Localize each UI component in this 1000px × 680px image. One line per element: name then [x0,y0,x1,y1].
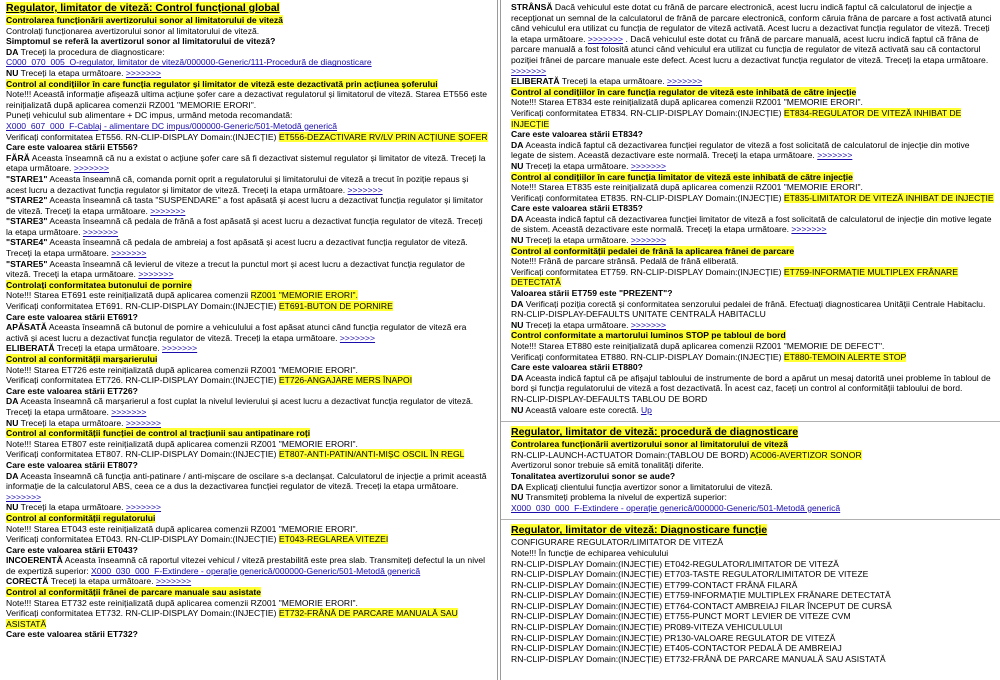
next-step-link[interactable]: >>>>>>> [82,226,119,237]
paragraph-text: RN-CLIP-DISPLAY-DEFAULTS TABLOU DE BORD [511,393,708,404]
next-step-link[interactable]: >>>>>>> [511,65,547,76]
next-step-link[interactable]: >>>>>>> [111,406,147,417]
paragraph [511,654,995,665]
paragraph-text: Explicați clientului funcția avertizor sonor a limitatorului de viteză. [523,481,773,492]
paragraph-text: Treceți la etapa următoare. [54,343,163,354]
document-link-row [6,121,491,132]
answer-keyword: "STARE1" [6,173,48,184]
subsection-heading [511,87,995,98]
subsection-heading-text: Control al conformității funcției de control al tracțiunii sau antipatinare roți [6,428,311,439]
paragraph [6,132,491,143]
paragraph [6,290,491,301]
right-top-content [511,2,995,415]
answer-keyword: NU [6,502,19,513]
paragraph [6,322,491,343]
answer-keyword: "STARE3" [6,216,48,227]
paragraph-text: Aceasta înseamnă că levierul de viteze a trecut la punctul mort și acest lucru a dezactivat funcția regulator de viteză. Treceți la etapa următoare. [6,258,465,280]
paragraph-text: Note!!! Starea ET726 este reinițializată după aplicarea comenzii RZ001 "MEMORIE ERORI". [6,364,358,375]
procedure-link[interactable]: X000_607_000_F-Cablaj - alimentare DC impus/000000-Generic/501-Metodă generică [6,120,338,131]
paragraph [511,309,995,320]
paragraph-text: Aceasta înseamnă că, comanda pornit oprit a regulatorului și limitatorului de viteză a trecut în poziție repaus și acest lucru a dezactivat funcția regulator și limitator de viteză. Treceți la etapa următoare. [6,173,469,195]
answer-keyword: ELIBERATĂ [6,343,55,354]
paragraph-text: Treceți la etapa următoare. [523,235,631,246]
next-step-link[interactable]: >>>>>>> [111,248,147,259]
paragraph-text: Puneți vehiculul sub alimentare + DC impus, urmând metoda recomandată: [6,110,293,121]
paragraph-text: RN-CLIP-DISPLAY Domain:(INJECȚIE) PR130-VALOARE REGULATOR DE VITEZĂ [511,632,836,643]
next-step-link[interactable]: >>>>>>> [630,319,667,330]
paragraph-text: Note!!! Starea ET691 este reinițializată după aplicarea comenzii [6,290,251,301]
question-text: Care este valoarea stării ET556? [6,142,138,153]
paragraph [511,97,995,108]
answer-keyword: CORECTĂ [6,576,49,587]
paragraph-text: Verificați conformitatea ET043. RN-CLIP-DISPLAY Domain:(INJECȚIE) [6,534,279,545]
paragraph [511,548,995,559]
paragraph-text: Aceasta indică faptul că pe afișajul tabloului de instrumente de bord a apărut un mesaj datorită unei probleme în tabloul de bord și funcția regulatorului de viteză a fost dezactivată. În acest caz, faceți un control al conformității tabloului de bord. [511,372,991,394]
section-divider-2 [501,519,1000,520]
paragraph [511,341,995,352]
next-step-link[interactable]: >>>>>>> [125,502,162,513]
paragraph [6,375,491,386]
subsection-heading [6,513,491,524]
subsection-heading-text: Control al conformității regulatorului [6,512,156,523]
paragraph [511,622,995,633]
paragraph-text: Verificați poziția corectă și conformitatea senzorului pedalei de frână. Efectuați diagnosticarea Unității Centrale Habitaclu. [523,298,986,309]
subsection-heading [6,587,491,598]
paragraph-text: Aceasta înseamnă că funcția anti-patinare / anti-mișcare de oscilare s-a declanșat. Calculatorul de injecție a primit această informație de la calculatorul ABS, ceea ce a dus la dezactivarea funcției regulator de viteză. Treceți la etapa următoare. [6,470,487,492]
highlighted-parameter: AC006-AVERTIZOR SONOR [750,449,862,460]
highlighted-parameter: ET726-ANGAJARE MERS ÎNAPOI [278,375,413,386]
answer-keyword: FĂRĂ [6,152,30,163]
paragraph [6,365,491,376]
paragraph-text: Această valoare este corectă. [523,404,641,415]
answer-keyword: ELIBERATĂ [511,76,560,87]
paragraph-text: Note!!! Starea ET732 este reinițializată după aplicarea comenzii RZ001 "MEMORIE ERORI". [6,597,358,608]
paragraph [511,460,995,471]
paragraph-text: Avertizorul sonor trebuie să emită tonalități diferite. [511,460,704,471]
paragraph [6,216,491,237]
paragraph [6,26,491,37]
subsection-heading-text: Control al condițiilor în care funcția regulator de viteză este inhibată de către injecție [511,86,857,97]
paragraph [6,534,491,545]
paragraph [511,76,995,87]
subsection-heading-text: Control al condițiilor în care funcția regulator și limitator de viteză este dezactivată prin acțiunea șoferului [6,78,438,89]
paragraph-text: Verificați conformitatea ET556. RN-CLIP-DISPLAY Domain:(INJECȚIE) [6,131,279,142]
next-step-link[interactable]: >>>>>>> [162,343,198,354]
next-step-link[interactable]: >>>>>>> [125,67,162,78]
subsection-heading [6,428,491,439]
answer-keyword: "STARE4" [6,237,48,248]
question-text: Care este valoarea stării ET835? [511,203,643,214]
paragraph-text: Transmiteți problema la nivelul de expertiză superior: [523,492,727,503]
answer-keyword: STRÂNSĂ [511,2,553,12]
procedure-link[interactable]: X000_030_000_F-Extindere - operație generică/000000-Generic/501-Metodă generică [511,502,841,513]
paragraph-text: Note!!! Această informație afișează ultima acțiune șofer care a dezactivat regulatorul și limitatorul de viteză. Starea ET556 este reinițializată după aplicarea comenzii RZ001 "MEMORIE ERORI". [6,89,488,110]
paragraph [511,611,995,622]
subsection-heading-text: Controlarea funcționării avertizorului sonor al limitatorului de viteză [6,15,283,25]
question-text: Care este valoarea stării ET043? [6,544,138,555]
paragraph [511,450,995,461]
paragraph-text: RN-CLIP-DISPLAY Domain:(INJECȚIE) ET732-FRÂNĂ DE PARCARE MANUALĂ SAU ASISTATĂ [511,653,886,664]
next-step-link[interactable]: >>>>>>> [6,491,42,502]
right-mid-content [511,439,995,513]
paragraph [511,299,995,310]
paragraph [511,405,995,416]
answer-keyword: NU [6,417,19,428]
answer-keyword: DA [511,298,524,309]
section-title-control-functional: Regulator, limitator de viteză: Control funcțional global [6,2,280,14]
highlighted-parameter: ET834-REGULATOR DE VITEZĂ INHIBAT DE INJECȚIE [511,107,962,129]
paragraph [511,559,995,570]
highlighted-parameter: ET732-FRÂNĂ DE PARCARE MANUALĂ SAU ASISTATĂ [6,608,458,629]
paragraph [511,352,995,363]
document-link-row [511,503,995,514]
paragraph-text: Aceasta înseamnă că pedala de ambreiaj a fost apăsată și acest lucru a dezactivat funcția regulator de viteză. Treceți la etapa următoare. [6,237,468,259]
next-step-link[interactable]: >>>>>>> [791,224,827,235]
question-text: Care este valoarea stării ET726? [6,385,138,396]
paragraph [6,524,491,535]
answer-keyword: APĂSATĂ [6,322,47,333]
question-text: Care este valoarea stării ET691? [6,311,138,322]
paragraph [6,396,491,417]
paragraph-text: RN-CLIP-DISPLAY Domain:(INJECȚIE) ET755-PUNCT MORT LEVIER DE VITEZE CVM [511,611,851,622]
paragraph-text: Note!!! Frână de parcare strânsă. Pedală de frână eliberată. [511,256,739,267]
paragraph-text: Aceasta înseamnă că marșarierul a fost cuplat la nivelul levierului și acest lucru a dezactivat funcția regulator de viteză. Treceți la etapa următoare. [6,396,474,417]
next-step-link[interactable]: >>>>>>> [73,163,109,174]
paragraph [6,555,491,576]
paragraph [511,590,995,601]
paragraph [511,633,995,644]
next-step-link[interactable]: >>>>>>> [630,160,667,171]
paragraph [6,174,491,195]
subsection-heading-text: Control al conformității pedalei de frână la aplicarea frânei de parcare [511,245,795,256]
next-step-link[interactable]: X000_030_000_F-Extindere - operație generică/000000-Generic/501-Metodă generică [91,565,421,576]
answer-keyword: NU [511,235,524,246]
paragraph [6,598,491,609]
subsection-heading-text: Control conformitate a martorului luminos STOP pe tabloul de bord [511,330,786,341]
subsection-heading [6,354,491,365]
paragraph-text: RN-CLIP-DISPLAY Domain:(INJECȚIE) ET799-CONTACT FRÂNĂ FILARĂ [511,579,798,590]
paragraph-text: Note!!! Starea ET880 este reinițializată după aplicarea comenzii RZ001 "MEMORIE DE DEFECT". [511,341,885,351]
answer-keyword: NU [511,319,524,330]
paragraph [511,267,995,288]
next-step-link[interactable]: >>>>>>> [138,269,174,280]
highlighted-parameter: ET556-DEZACTIVARE RV/LV PRIN ACȚIUNE ȘOFER [278,131,488,142]
answer-keyword: "STARE5" [6,258,48,269]
paragraph [6,89,491,110]
answer-keyword: NU [511,492,524,503]
paragraph [6,608,491,629]
highlighted-parameter: ET807-ANTI-PATIN/ANTI-MIȘC OSCIL ÎN REGL [278,449,465,460]
paragraph [6,237,491,258]
answer-keyword: NU [6,67,19,78]
answer-keyword: DA [511,139,524,150]
paragraph [511,161,995,172]
question-text: Tonalitatea avertizorului sonor se aude? [511,470,676,481]
next-step-link[interactable]: >>>>>>> [667,76,703,87]
highlighted-parameter: ET691-BUTON DE PORNIRE [278,301,393,312]
paragraph-text: Aceasta înseamnă că pedala de frână a fost apăsată și acest lucru a dezactivat funcția regulator de viteză. Treceți la etapa următoare. [6,216,483,237]
paragraph [511,537,995,548]
highlighted-parameter: ET759-INFORMAȚIE MULTIPLEX FRÂNARE DETECTATĂ [511,266,958,288]
paragraph [511,643,995,654]
paragraph-text: Treceți la etapa următoare. [523,319,631,330]
next-step-link[interactable]: >>>>>>> [155,576,192,587]
section-title-diagnostic-procedure: Regulator, limitator de viteză: procedură de diagnosticare [511,426,799,439]
paragraph-text: Verificați conformitatea ET726. RN-CLIP-DISPLAY Domain:(INJECȚIE) [6,375,279,386]
paragraph-text: Verificați conformitatea ET880. RN-CLIP-DISPLAY Domain:(INJECȚIE) [511,351,784,362]
paragraph [6,153,491,174]
subsection-heading [511,246,995,257]
subsection-heading [6,15,491,26]
section-divider [501,421,1000,422]
question-text: Care este valoarea stării ET807? [6,459,138,470]
paragraph-text: Aceasta înseamnă că tasta "SUSPENDARE" a fost apăsată și acest lucru a dezactivat funcția regulator și limitator de viteză. Treceți la etapa următoare. [6,195,483,216]
next-step-link[interactable]: >>>>>>> [125,417,162,428]
paragraph [511,482,995,493]
paragraph-text: Note!!! În funcție de echiparea vehiculului [511,547,669,558]
subsection-heading-text: Control al conformității marșarierului [6,354,158,364]
paragraph-text: RN-CLIP-DISPLAY Domain:(INJECȚIE) ET405-CONTACTOR PEDALĂ DE AMBREIAJ [511,643,842,654]
answer-keyword: DA [511,481,524,492]
highlighted-parameter: ET043-REGLAREA VITEZEI [278,534,389,545]
paragraph-text: RN-CLIP-DISPLAY Domain:(INJECȚIE) ET042-REGULATOR/LIMITATOR DE VITEZĂ [511,558,839,569]
paragraph [6,439,491,450]
answer-keyword: DA [6,470,19,481]
subsection-heading [6,79,491,90]
paragraph-text: Dacă vehiculul este dotat cu frână de parcare electronică, acest lucru indică faptul că calculatorul de injecție a recepționat un semnal de la calculatorul de frână de parcare electronică, conform căruia frâna de parcare a fost activată atunci când vehiculul era utilizat cu funcția de regulator de viteză activată. Acest lucru a dezactivat funcția regulator de viteză. Treceți la etapa următoare. [511,2,992,44]
paragraph [511,492,995,503]
paragraph-text: Aceasta înseamnă că nu a existat o acțiune șofer care să fi dezactivat sistemul regulator și limitator de viteză. Treceți la etapa următoare. [6,152,486,174]
paragraph-text: Treceți la etapa următoare. [18,502,126,513]
paragraph-text: Note!!! Starea ET807 este reinițializată după aplicarea comenzii RZ001 "MEMORIE ERORI". [6,438,358,449]
paragraph [6,502,491,513]
answer-keyword: "STARE2" [6,195,48,206]
paragraph [6,576,491,587]
paragraph [6,301,491,312]
question-text: Care este valoarea stării ET834? [511,129,643,140]
subsection-heading [511,330,995,341]
right-bot-content [511,537,995,664]
section-title-function-diagnosis: Regulator, limitator de viteză: Diagnosticare funcție [511,524,768,537]
paragraph-text: CONFIGURARE REGULATOR/LIMITATOR DE VITEZĂ [511,537,724,548]
subsection-heading [511,172,995,183]
answer-keyword: DA [6,46,19,57]
paragraph [511,108,995,129]
subsection-heading [6,280,491,291]
left-column [0,0,498,680]
paragraph-text: RN-CLIP-LAUNCH-ACTUATOR Domain:(TABLOU DE BORD) [511,449,751,460]
document-link-row [6,57,491,68]
paragraph-text: Aceasta indică faptul că dezactivarea funcției limitator de viteză a fost solicitată de calculatorul de injecție din motive legate de sistem. Această dezactivare este normală. Treceți la etapa următoare. [511,213,992,235]
paragraph-text: Note!!! Starea ET043 este reinițializată după aplicarea comenzii RZ001 "MEMORIE ERORI". [6,523,358,534]
answer-keyword: NU [511,160,524,171]
question-text: Valoarea stării ET759 este "PREZENT"? [511,288,673,299]
highlighted-parameter: ET835-LIMITATOR DE VITEZĂ INHIBAT DE INJECȚIE [783,192,994,203]
paragraph-text: Verificați conformitatea ET835. RN-CLIP-DISPLAY Domain:(INJECȚIE) [511,192,784,203]
paragraph-text: Treceți la etapa următoare. [523,160,631,171]
question-text: Care este valoarea stării ET732? [6,629,138,640]
paragraph-text: Verificați conformitatea ET834. RN-CLIP-DISPLAY Domain:(INJECȚIE) [511,107,784,118]
paragraph [511,2,995,76]
paragraph-text: Treceți la etapa următoare. [18,67,126,78]
paragraph [6,471,491,503]
paragraph-text: Controlați funcționarea avertizorului sonor al limitatorului de viteză. [6,25,260,36]
subsection-heading-text: Control al conformității frânei de parcare manuale sau asistate [6,587,262,598]
paragraph-text: Treceți la etapa următoare. [559,76,668,87]
paragraph [511,256,995,267]
paragraph [511,320,995,331]
paragraph-text: Note!!! Starea ET834 este reinițializată după aplicarea comenzii RZ001 "MEMORIE ERORI". [511,97,863,108]
paragraph-text: Verificați conformitatea ET732. RN-CLIP-DISPLAY Domain:(INJECȚIE) [6,608,279,619]
highlighted-parameter: RZ001 "MEMORIE ERORI". [250,290,358,301]
highlighted-parameter: ET880-TEMOIN ALERTE STOP [783,351,907,362]
answer-keyword: INCOERENTĂ [6,555,63,566]
subsection-heading-text: Controlați conformitatea butonului de pornire [6,279,192,290]
paragraph [6,449,491,460]
paragraph-text: Aceasta indică faptul că dezactivarea funcției regulator de viteză a fost solicitată de calculatorul de injecție din motive legate de sistem. Această dezactivare este normală. Treceți la etapa următoare. [511,139,970,161]
paragraph [511,373,995,394]
paragraph [6,343,491,354]
paragraph [511,182,995,193]
next-step-link[interactable]: >>>>>>> [150,205,186,216]
left-content [6,15,491,640]
paragraph-text: Verificați conformitatea ET691. RN-CLIP-DISPLAY Domain:(INJECȚIE) [6,301,279,312]
paragraph-text: RN-CLIP-DISPLAY Domain:(INJECȚIE) ET703-TASTE REGULATOR/LIMITATOR DE VITEZE [511,569,869,580]
answer-keyword: NU [511,404,524,415]
paragraph-text: Treceți la etapa următoare. [18,417,126,428]
right-column [500,0,1000,680]
up-link[interactable]: Up [640,404,652,415]
question-text: Care este valoarea stării ET880? [511,362,643,373]
answer-keyword: DA [6,396,19,407]
paragraph-text: Aceasta înseamnă că raportul vitezei vehicul / viteză prestabilită este prea slab. Transmiteți defectul la un nivel de expertiză superior: [6,555,486,576]
paragraph [6,418,491,429]
paragraph [511,394,995,405]
next-step-link[interactable]: >>>>>>> [587,33,624,44]
paragraph [511,193,995,204]
answer-keyword: DA [511,372,524,383]
procedure-link[interactable]: C000_070_005_O-regulator, limitator de viteză/000000-Generic/111-Procedură de diagnosticare [6,57,372,68]
paragraph-text: Verificați conformitatea ET807. RN-CLIP-DISPLAY Domain:(INJECȚIE) [6,449,279,460]
paragraph [6,68,491,79]
paragraph [511,235,995,246]
paragraph [6,47,491,58]
paragraph [511,580,995,591]
paragraph [6,195,491,216]
paragraph-text: RN-CLIP-DISPLAY-DEFAULTS UNITATE CENTRALĂ HABITACLU [511,309,766,320]
next-step-link[interactable]: >>>>>>> [347,184,383,195]
next-step-link[interactable]: >>>>>>> [630,235,667,246]
subsection-heading-text: Control al condițiilor în care funcția limitator de viteză este inhibată de către injecție [511,171,853,182]
answer-keyword: DA [511,213,524,224]
subsection-heading [511,439,995,450]
paragraph [511,601,995,612]
paragraph [6,259,491,280]
paragraph-text: RN-CLIP-DISPLAY Domain:(INJECȚIE) ET759-INFORMAȚIE MULTIPLEX FRÂNARE DETECTATĂ [511,590,891,601]
paragraph-text: Note!!! Starea ET835 este reinițializată după aplicarea comenzii RZ001 "MEMORIE ERORI". [511,182,863,193]
paragraph [511,214,995,235]
next-step-link[interactable]: >>>>>>> [817,150,853,161]
paragraph-text: Aceasta înseamnă că butonul de pornire a vehiculului a fost apăsat atunci când funcția regulator de viteză era activă și acest lucru a dezactivat funcția regulator de viteză. Treceți la etapa următoare. [6,322,467,343]
paragraph [511,140,995,161]
paragraph-text: Treceți la etapa următoare. [48,576,156,587]
paragraph [6,110,491,121]
next-step-link[interactable]: >>>>>>> [339,332,376,343]
paragraph-text: RN-CLIP-DISPLAY Domain:(INJECȚIE) PR089-VITEZA VEHICULULUI [511,622,783,633]
paragraph-text: . Dacă vehiculul este dotat cu frână de parcare manuală, acest lucru indică faptul că frâna de parcare manuală a fost folosită atunci când vehiculul era utilizat cu funcția de regulator de viteză activată sau că contactorul poziției frânei de parcare manuale este defect. Acest lucru a dezactivat funcția regulator de viteză. Treceți la etapa următoare. [511,33,989,65]
paragraph-text: Treceți la procedura de diagnosticare: [18,46,165,57]
subsection-heading-text: Controlarea funcționării avertizorului sonor al limitatorului de viteză [511,439,788,450]
paragraph-text: Verificați conformitatea ET759. RN-CLIP-DISPLAY Domain:(INJECȚIE) [511,266,784,277]
paragraph [511,569,995,580]
question-text: Simptomul se referă la avertizorul sonor al limitatorului de viteză? [6,36,276,47]
paragraph-text: RN-CLIP-DISPLAY Domain:(INJECȚIE) ET764-CONTACT AMBREIAJ FILAR ÎNCEPUT DE CURSĂ [511,600,892,611]
